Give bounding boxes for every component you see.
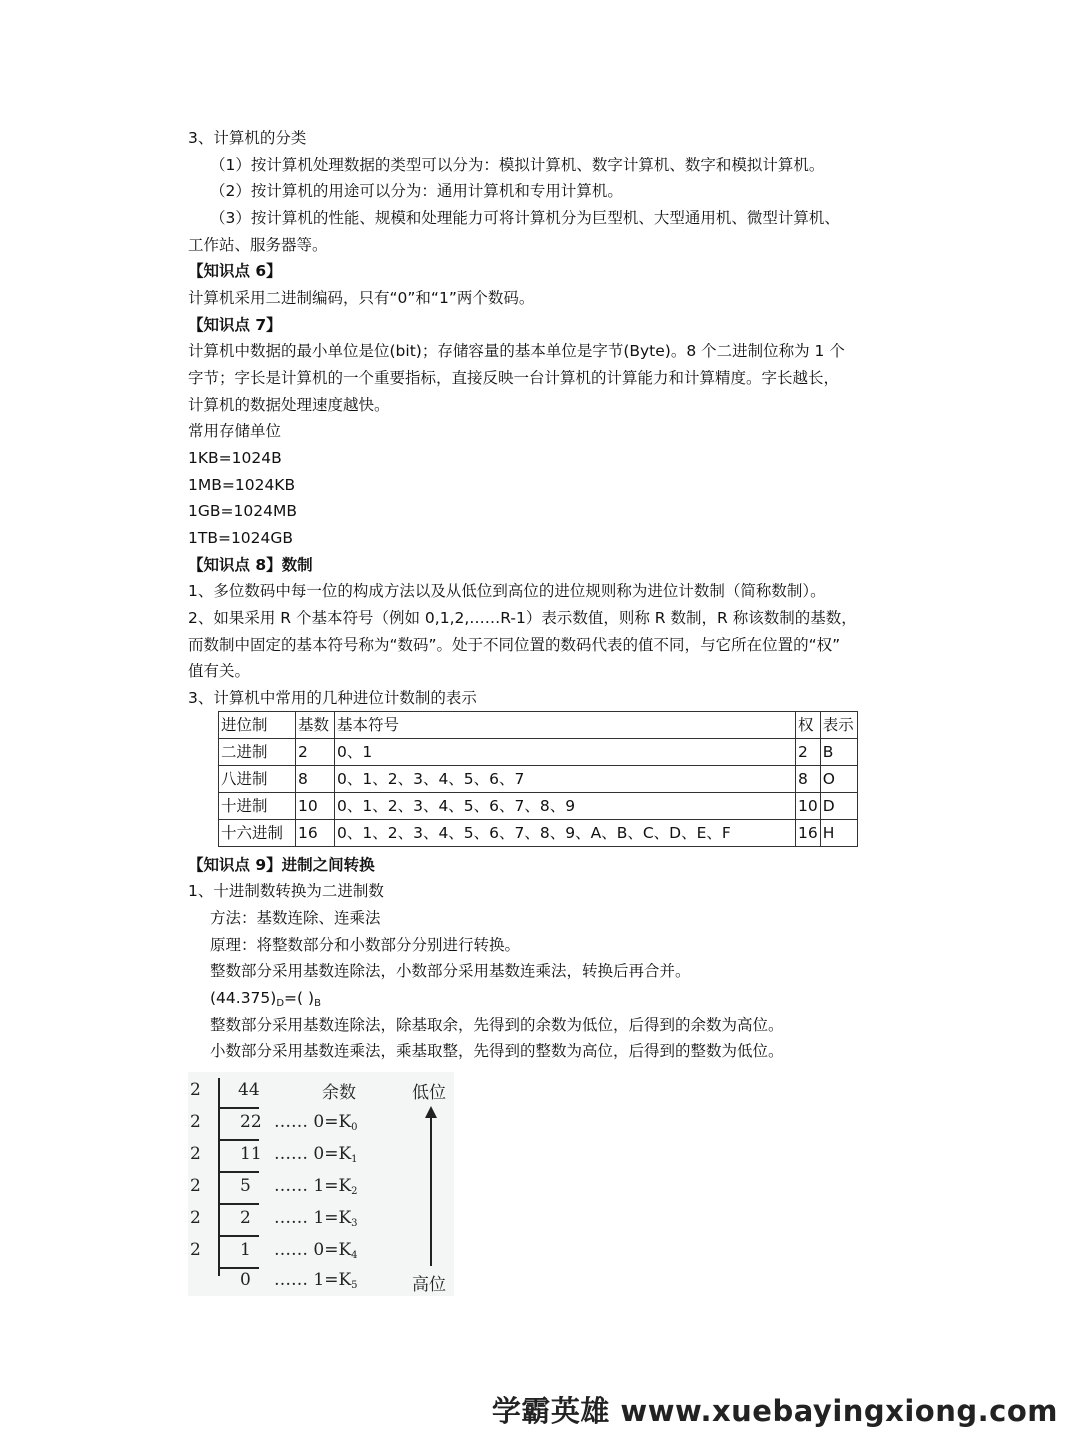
table-cell: D [820,793,857,820]
remainder: 1=K [313,1176,352,1196]
dots: …… [274,1208,308,1228]
example-equals: =( ) [284,989,315,1007]
unit-kb: 1KB=1024B [188,449,282,467]
table-row [219,739,858,766]
dividend: 0 [240,1270,251,1290]
kp6-text: 计算机采用二进制编码，只有“0”和“1”两个数码。 [188,289,535,307]
dividend: 44 [238,1080,260,1100]
division-underline [219,1107,259,1109]
number-system-table [218,711,858,847]
remainder: 1=K [313,1270,352,1290]
remainder-subscript: 0 [351,1122,358,1133]
kp8-p2-line1: 2、如果采用 R 个基本符号（例如 0,1,2,……R-1）表示数值，则称 R 数制，R 称该数制的基数， [188,609,857,627]
dividend: 5 [240,1176,251,1196]
remainder-row [274,1270,358,1291]
units-heading: 常用存储单位 [188,422,282,440]
division-underline [219,1139,259,1141]
table-header-row [219,712,858,739]
kp6-title: 【知识点 6】 [188,262,282,280]
section3-item1: （1）按计算机处理数据的类型可以分为：模拟计算机、数字计算机、数字和模拟计算机。 [210,156,825,174]
remainder: 0=K [313,1144,352,1164]
section3-item2: （2）按计算机的用途可以分为：通用计算机和专用计算机。 [210,182,623,200]
table-cell: 八进制 [219,766,296,793]
table-row [219,820,858,847]
table-cell: 16 [296,820,335,847]
low-bit-label: 低位 [412,1083,446,1103]
arrow-shaft [430,1114,432,1266]
division-underline [219,1267,259,1269]
kp9-principle: 原理：将整数部分和小数部分分别进行转换。 [210,936,521,954]
divisor: 2 [190,1176,201,1196]
divisor: 2 [190,1080,201,1100]
table-cell: B [820,739,857,766]
divisor: 2 [190,1112,201,1132]
remainder: 0=K [313,1240,352,1260]
example-number: (44.375) [210,989,277,1007]
unit-mb: 1MB=1024KB [188,476,296,494]
high-bit-label: 高位 [412,1275,446,1295]
table-cell: 十进制 [219,793,296,820]
kp9-title: 【知识点 9】进制之间转换 [188,856,375,874]
table-header: 进位制 [219,712,296,739]
division-underline [219,1203,259,1205]
dots: …… [274,1240,308,1260]
kp9-example [210,988,321,1014]
kp9-frac-rule: 小数部分采用基数连乘法，乘基取整，先得到的整数为高位，后得到的整数为低位。 [210,1042,784,1060]
divisor: 2 [190,1144,201,1164]
remainder-row [274,1144,358,1165]
division-underline [219,1171,259,1173]
kp7-line2: 字节；字长是计算机的一个重要指标，直接反映一台计算机的计算能力和计算精度。字长越长， [188,369,840,387]
dots: …… [274,1112,308,1132]
dividend: 2 [240,1208,251,1228]
division-underline [219,1235,259,1237]
remainder-subscript: 5 [351,1280,358,1291]
remainder-row [274,1240,358,1261]
kp7-title: 【知识点 7】 [188,316,282,334]
remainder-header: 余数 [322,1083,356,1103]
kp8-p2-line2: 而数制中固定的基本符号称为“数码”。处于不同位置的数码代表的值不同，与它所在位置的“权” [188,636,841,654]
table-cell: 10 [796,793,821,820]
remainder-subscript: 3 [351,1218,358,1229]
table-cell: 8 [796,766,821,793]
section3-item3-line2: 工作站、服务器等。 [188,236,328,254]
dots: …… [274,1270,308,1290]
table-header: 基数 [296,712,335,739]
table-cell: 2 [296,739,335,766]
kp7-line1: 计算机中数据的最小单位是位(bit)；存储容量的基本单位是字节(Byte)。8 个二进制位称为 1 个 [188,342,845,360]
section3-heading: 3、计算机的分类 [188,129,307,147]
remainder-row [274,1112,358,1133]
table-cell: 0、1、2、3、4、5、6、7 [335,766,796,793]
remainder: 0=K [313,1112,352,1132]
divisor: 2 [190,1240,201,1260]
kp8-p2-line3: 值有关。 [188,662,251,680]
table-row [219,766,858,793]
kp9-int-rule: 整数部分采用基数连除法，除基取余，先得到的余数为低位，后得到的余数为高位。 [210,1016,784,1034]
example-subscript-d: D [276,998,285,1009]
section3-item3-line1: （3）按计算机的性能、规模和处理能力可将计算机分为巨型机、大型通用机、微型计算机、 [210,209,840,227]
unit-gb: 1GB=1024MB [188,502,297,520]
remainder-row [274,1176,358,1197]
table-row [219,793,858,820]
kp8-p3: 3、计算机中常用的几种进位计数制的表示 [188,689,477,707]
site-watermark: 学霸英雄 www.xuebayingxiong.com [491,1394,1058,1428]
table-cell: 16 [796,820,821,847]
kp7-line3: 计算机的数据处理速度越快。 [188,396,390,414]
dividend: 22 [240,1112,262,1132]
example-subscript-b: B [314,998,321,1009]
kp9-desc: 整数部分采用基数连除法，小数部分采用基数连乘法，转换后再合并。 [210,962,691,980]
remainder-subscript: 1 [351,1154,358,1165]
dividend: 11 [240,1144,262,1164]
table-header: 基本符号 [335,712,796,739]
table-cell: 8 [296,766,335,793]
remainder: 1=K [313,1208,352,1228]
table-cell: 二进制 [219,739,296,766]
dividend: 1 [240,1240,251,1260]
divisor: 2 [190,1208,201,1228]
table-cell: 10 [296,793,335,820]
unit-tb: 1TB=1024GB [188,529,294,547]
remainder-subscript: 4 [351,1250,358,1261]
table-header: 权 [796,712,821,739]
table-cell: 0、1、2、3、4、5、6、7、8、9、A、B、C、D、E、F [335,820,796,847]
table-cell: 十六进制 [219,820,296,847]
kp8-p1: 1、多位数码中每一位的构成方法以及从低位到高位的进位规则称为进位计数制（简称数制）。 [188,582,826,600]
table-header: 表示 [820,712,857,739]
kp9-method: 方法：基数连除、连乘法 [210,909,381,927]
kp8-title: 【知识点 8】数制 [188,556,313,574]
kp9-p1: 1、十进制数转换为二进制数 [188,882,384,900]
dots: …… [274,1176,308,1196]
table-cell: 0、1 [335,739,796,766]
table-cell: 0、1、2、3、4、5、6、7、8、9 [335,793,796,820]
short-division-figure [188,1072,454,1296]
remainder-subscript: 2 [351,1186,358,1197]
dots: …… [274,1144,308,1164]
remainder-row [274,1208,358,1229]
table-cell: H [820,820,857,847]
table-cell: 2 [796,739,821,766]
table-cell: O [820,766,857,793]
